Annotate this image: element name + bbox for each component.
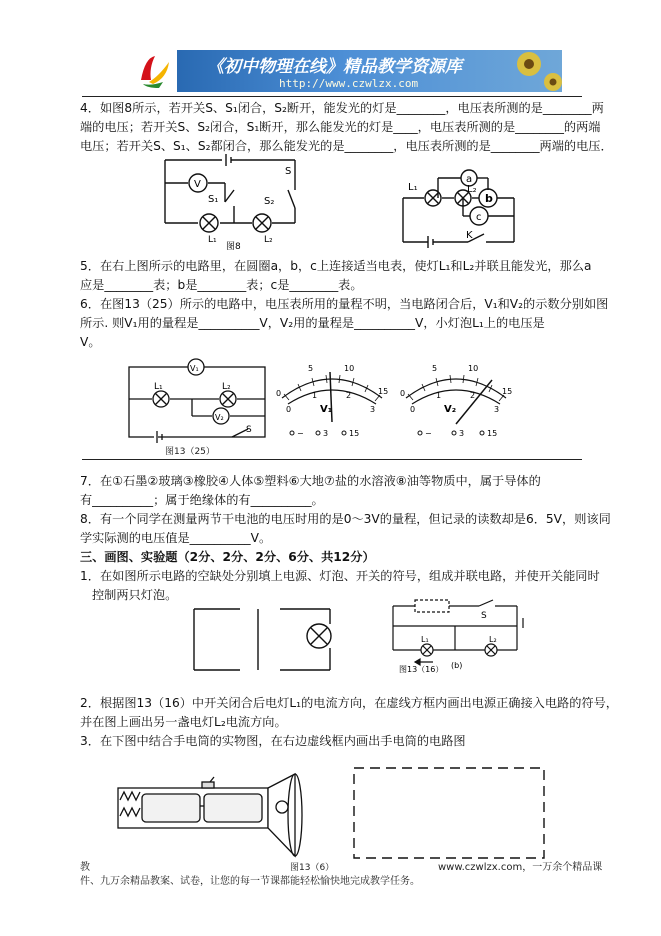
fig25-l2-label: L₂ xyxy=(222,382,231,392)
v2-top-tick-1: 5 xyxy=(432,364,438,373)
figure-13-25-circuit xyxy=(124,356,270,446)
footer-left: 教 xyxy=(80,862,90,873)
figure-8-circuit xyxy=(160,150,320,250)
q8-line2: 学实际测的电压值是__________V。 xyxy=(80,531,272,545)
v2-terminal-15: 15 xyxy=(487,429,498,438)
figure-abc-circuit xyxy=(398,168,528,252)
fig25-v1-label: V₁ xyxy=(190,364,199,373)
q5-line1: 5．在右上图所示的电路里，在圆圈a，b，c上连接适当电表，使灯L₁和L₂并联且能发光，那么a xyxy=(80,259,592,273)
q6-line1: 6．在图13（25）所示的电路中，电压表所用的量程不明，当电路闭合后，V₁和V₂的示数分别如图 xyxy=(80,297,609,311)
fig8-s2-label: S₂ xyxy=(264,196,275,207)
v1-bottom-tick-3: 3 xyxy=(370,405,376,414)
v1-top-tick-2: 10 xyxy=(344,364,355,373)
v1-terminal-3: 3 xyxy=(323,429,329,438)
p3-line1: 3．在下图中结合手电筒的实物图，在右边虚线框内画出手电筒的电路图 xyxy=(80,734,466,748)
v1-label: V₁ xyxy=(320,404,333,415)
q6-line2: 所示. 则V₁用的量程是__________V，V₂用的量程是__________V，小灯泡L₁上的电压是 xyxy=(80,316,545,330)
battery-1-icon xyxy=(142,794,200,822)
v2-top-tick-3: 15 xyxy=(502,387,513,396)
figure-13-16-circuit xyxy=(385,592,535,674)
fig25-l1-label: L₁ xyxy=(154,382,163,392)
v1-top-tick-1: 5 xyxy=(308,364,314,373)
switch-icon xyxy=(202,782,214,788)
q8-line1: 8．有一个同学在测量两节干电池的电压时用的是0～3V的量程，但记录的读数却是6．5V，则该同 xyxy=(80,512,611,526)
v2-terminal-3: 3 xyxy=(459,429,465,438)
v1-bottom-tick-2: 2 xyxy=(346,391,352,400)
q4-line2: 端的电压；若开关S、S₂闭合，S₁断开，那么能发光的灯是____，电压表所测的是________的两端 xyxy=(80,120,601,134)
p2-line1: 2．根据图13（16）中开关闭合后电灯L₁的电流方向，在虚线方框内画出电源正确接入电路的符号， xyxy=(80,696,618,710)
footer-right: www.czwlzx.com，一万余个精品课 xyxy=(438,862,603,873)
fig8-s-label: S xyxy=(285,166,292,177)
v1-top-tick-3: 15 xyxy=(378,387,389,396)
abc-a-label: a xyxy=(466,174,473,185)
q5-line2: 应是________表；b是________表；c是________表。 xyxy=(80,278,363,292)
flashlight-illustration xyxy=(110,770,330,860)
fig16-l1-label: L₁ xyxy=(421,635,429,644)
v2-bottom-tick-0: 0 xyxy=(410,405,416,414)
footer-bottom: 件、九万余精品教案、试卷，让您的每一节课都能轻松愉快地完成教学任务。 xyxy=(80,876,420,887)
p2-line2: 并在图上画出另一盏电灯L₂电流方向。 xyxy=(80,715,287,729)
spring-icon xyxy=(120,792,140,800)
voltmeter-v2-dial xyxy=(396,358,520,440)
v1-terminal-neg: − xyxy=(297,429,304,438)
q4-line1: 4．如图8所示，若开关S、S₁闭合，S₂断开，能发光的灯是________，电压表所测的是________两 xyxy=(80,101,604,115)
dashed-power-box xyxy=(415,600,449,612)
abc-l2-label: L₂ xyxy=(467,184,477,195)
v1-terminal-15: 15 xyxy=(349,429,360,438)
voltmeter-v1-dial xyxy=(272,358,392,440)
fig8-s1-label: S₁ xyxy=(208,194,219,205)
v2-bottom-tick-2: 2 xyxy=(470,391,476,400)
dashed-answer-box xyxy=(350,764,550,864)
v2-needle xyxy=(456,380,492,424)
fig8-voltmeter-label: V xyxy=(194,179,201,190)
v2-bottom-tick-3: 3 xyxy=(494,405,500,414)
fig16-l2-label: L₂ xyxy=(489,635,497,644)
q6-line3: V。 xyxy=(80,335,101,349)
fig25-caption: 图13（25） xyxy=(165,447,215,457)
v2-top-tick-2: 10 xyxy=(468,364,479,373)
fig16-s-label: S xyxy=(481,611,487,621)
fig8-l1-label: L₁ xyxy=(208,235,217,245)
v2-top-tick-0: 0 xyxy=(400,389,406,398)
v2-label: V₂ xyxy=(444,404,457,415)
fig6-caption: 图13（6） xyxy=(290,863,335,873)
v2-bottom-tick-1: 1 xyxy=(436,391,442,400)
q7-line1: 7．在①石墨②玻璃③橡胶④人体⑤塑料⑥大地⑦盐的水溶液⑧油等物质中，属于导体的 xyxy=(80,474,541,488)
q4-line3: 电压；若开关S、S₁、S₂都闭合，那么能发光的是________，电压表所测的是________两端的电压． xyxy=(80,139,613,153)
q7-line2: 有__________；属于绝缘体的有__________。 xyxy=(80,493,324,507)
battery-2-icon xyxy=(204,794,262,822)
fig8-caption: 图8 xyxy=(226,242,241,250)
fig8-l2-label: L₂ xyxy=(264,235,273,245)
abc-k-label: K xyxy=(466,230,473,241)
fig16-caption: 图13（16） xyxy=(399,665,444,674)
v2-terminal-neg: − xyxy=(425,429,432,438)
parallel-blank-circuit xyxy=(192,604,342,674)
header-rule xyxy=(82,96,582,97)
p1-line2: 控制两只灯泡。 xyxy=(92,588,178,602)
banner-title: 《初中物理在线》精品教学资源库 xyxy=(207,57,462,77)
fig25-s-label: S xyxy=(246,425,252,435)
abc-c-label: c xyxy=(476,212,482,223)
abc-b-label: b xyxy=(485,192,493,205)
v1-bottom-tick-1: 1 xyxy=(312,391,318,400)
p1-line1: 1．在如图所示电路的空缺处分别填上电源、灯泡、开关的符号，组成并联电路，并使开关能同时 xyxy=(80,569,600,583)
site-banner xyxy=(129,50,562,92)
banner-url: http://www.czwlzx.com xyxy=(279,77,419,90)
section-3-title: 三、画图、实验题（2分、2分、2分、6分、共12分） xyxy=(80,550,375,564)
v1-top-tick-0: 0 xyxy=(276,389,282,398)
section-rule xyxy=(82,459,582,460)
fig25-v2-label: V₂ xyxy=(215,413,224,422)
abc-l1-label: L₁ xyxy=(408,182,418,193)
fig16-b-label: (b) xyxy=(451,661,463,670)
v1-bottom-tick-0: 0 xyxy=(286,405,292,414)
